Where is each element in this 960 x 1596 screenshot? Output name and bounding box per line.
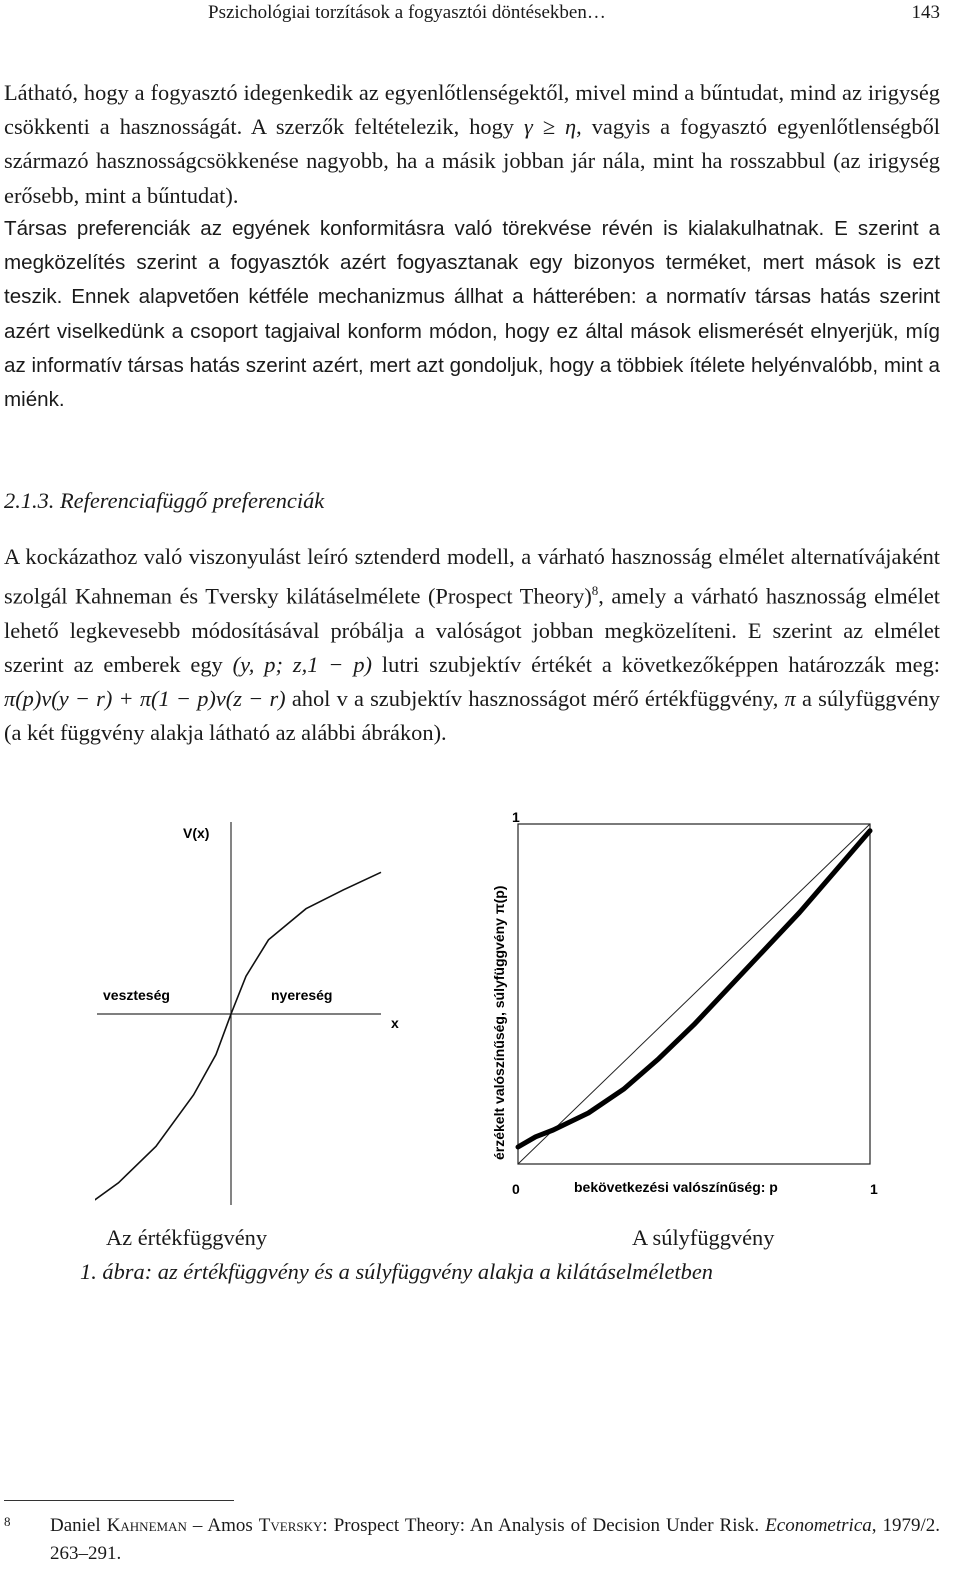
x-tick-1: 1 [870, 1181, 878, 1197]
figure-caption: 1. ábra: az értékfüggvény és a súlyfüggvény alakja a kilátáselméletben [80, 1259, 713, 1284]
math-gamma-eta: γ ≥ η [523, 114, 577, 140]
weighting-function-chart [478, 800, 898, 1210]
footnote-reference[interactable]: 8 [591, 583, 599, 599]
x-tick-0: 0 [512, 1181, 520, 1197]
paragraph-text: lutri szubjektív értékét a következőképpen határozzák meg: [381, 652, 940, 678]
paragraph-text: Látható, hogy a fogyasztó idegenkedik az egyenlőtlenségektől, mivel mind a bűntudat, mind az irigység csökkenti a hasznosságát. A szerzők feltételezik, hogy [4, 80, 940, 140]
y-axis-label: V(x) [183, 825, 210, 841]
paragraph-text: ahol v a szubjektív hasznosságot mérő értékfüggvény, [291, 686, 779, 712]
running-title: Pszichológiai torzítások a fogyasztói döntésekben… [208, 2, 606, 23]
paragraph-prospect-theory [4, 540, 940, 751]
caption-weighting-function: A súlyfüggvény [632, 1225, 775, 1250]
footnote-author-last: Kahneman [106, 1515, 187, 1536]
math-lottery: (y, p; z,1 − p) [232, 652, 372, 678]
paragraph-text: , amely a várható hasznosság elmélet lehető legkevesebb módosításával próbálja a valóságot jobban megközelíteni. E szerint az elmélet szerint az emberek egy [4, 583, 940, 678]
page-header [0, 0, 960, 28]
math-formula: π(p)v(y − r) + π(1 − p)v(z − r) [4, 686, 286, 712]
footnote-dash: – [192, 1515, 203, 1536]
footnote-author-first: Daniel [50, 1515, 101, 1536]
loss-label: veszteség [103, 987, 170, 1003]
paragraph-text: A kockázathoz való viszonyulást leíró sztenderd modell, a várható hasznosság elmélet alternatívájaként szolgál Kahneman és Tversky kilátáselmélete (Prospect Theory) [4, 544, 940, 609]
caption-value-function: Az értékfüggvény [106, 1225, 268, 1250]
paragraph-inequality-aversion [4, 76, 940, 213]
paragraph-social-preferences: Társas preferenciák az egyének konformitásra való törekvése révén is kialakulhatnak. E szerint a megközelítés szerint a fogyasztók azért fogyasztanak egy bizonyos terméket, mert mások is ezt teszik. Ennek alapvetően kétféle mechanizmus állhat a hátterében: a normatív társas hatás szerint azért viselkedünk a csoport tagjaival konform módon, hogy ez által mások elismerését elnyerjük, míg az informatív társas hatás szerint azért, mert azt gondoljuk, hogy a többiek ítélete helyénvalóbb, mint a miénk. [4, 217, 940, 412]
footnote-author-first: Amos [207, 1515, 253, 1536]
x-axis-label: x [391, 1015, 399, 1031]
section-heading: 2.1.3. Referenciafüggő preferenciák [4, 488, 325, 513]
y-tick-1: 1 [512, 809, 520, 825]
math-pi: π [784, 686, 796, 712]
paragraph-text: , vagyis a fogyasztó egyenlőtlenségből származó hasznosságcsökkenése nagyobb, ha a másik jobban jár nála, mint ha rosszabbul (az irigység erősebb, mint a bűntudat). [4, 114, 940, 208]
x-axis-label: bekövetkezési valószínűség: p [574, 1179, 778, 1195]
footnote-details: , 1979/2. 263–291. [50, 1515, 941, 1564]
footnote-title: : Prospect Theory: An Analysis of Decision Under Risk. [322, 1515, 760, 1536]
gain-label: nyereség [271, 987, 333, 1003]
footnote-journal: Econometrica [765, 1515, 872, 1536]
value-curve [95, 872, 381, 1210]
footnote-author-last: Tversky [258, 1515, 323, 1536]
footnote-text [50, 1512, 940, 1568]
paragraph-text: a súlyfüggvény (a két függvény alakja látható az alábbi ábrákon). [4, 686, 940, 746]
footnote-rule [4, 1500, 234, 1501]
page-number: 143 [911, 2, 940, 23]
y-axis-label: érzékelt valószínűség, súlyfüggvény π(p) [491, 885, 507, 1160]
value-function-chart [95, 810, 440, 1210]
footnote-mark: 8 [4, 1514, 11, 1529]
